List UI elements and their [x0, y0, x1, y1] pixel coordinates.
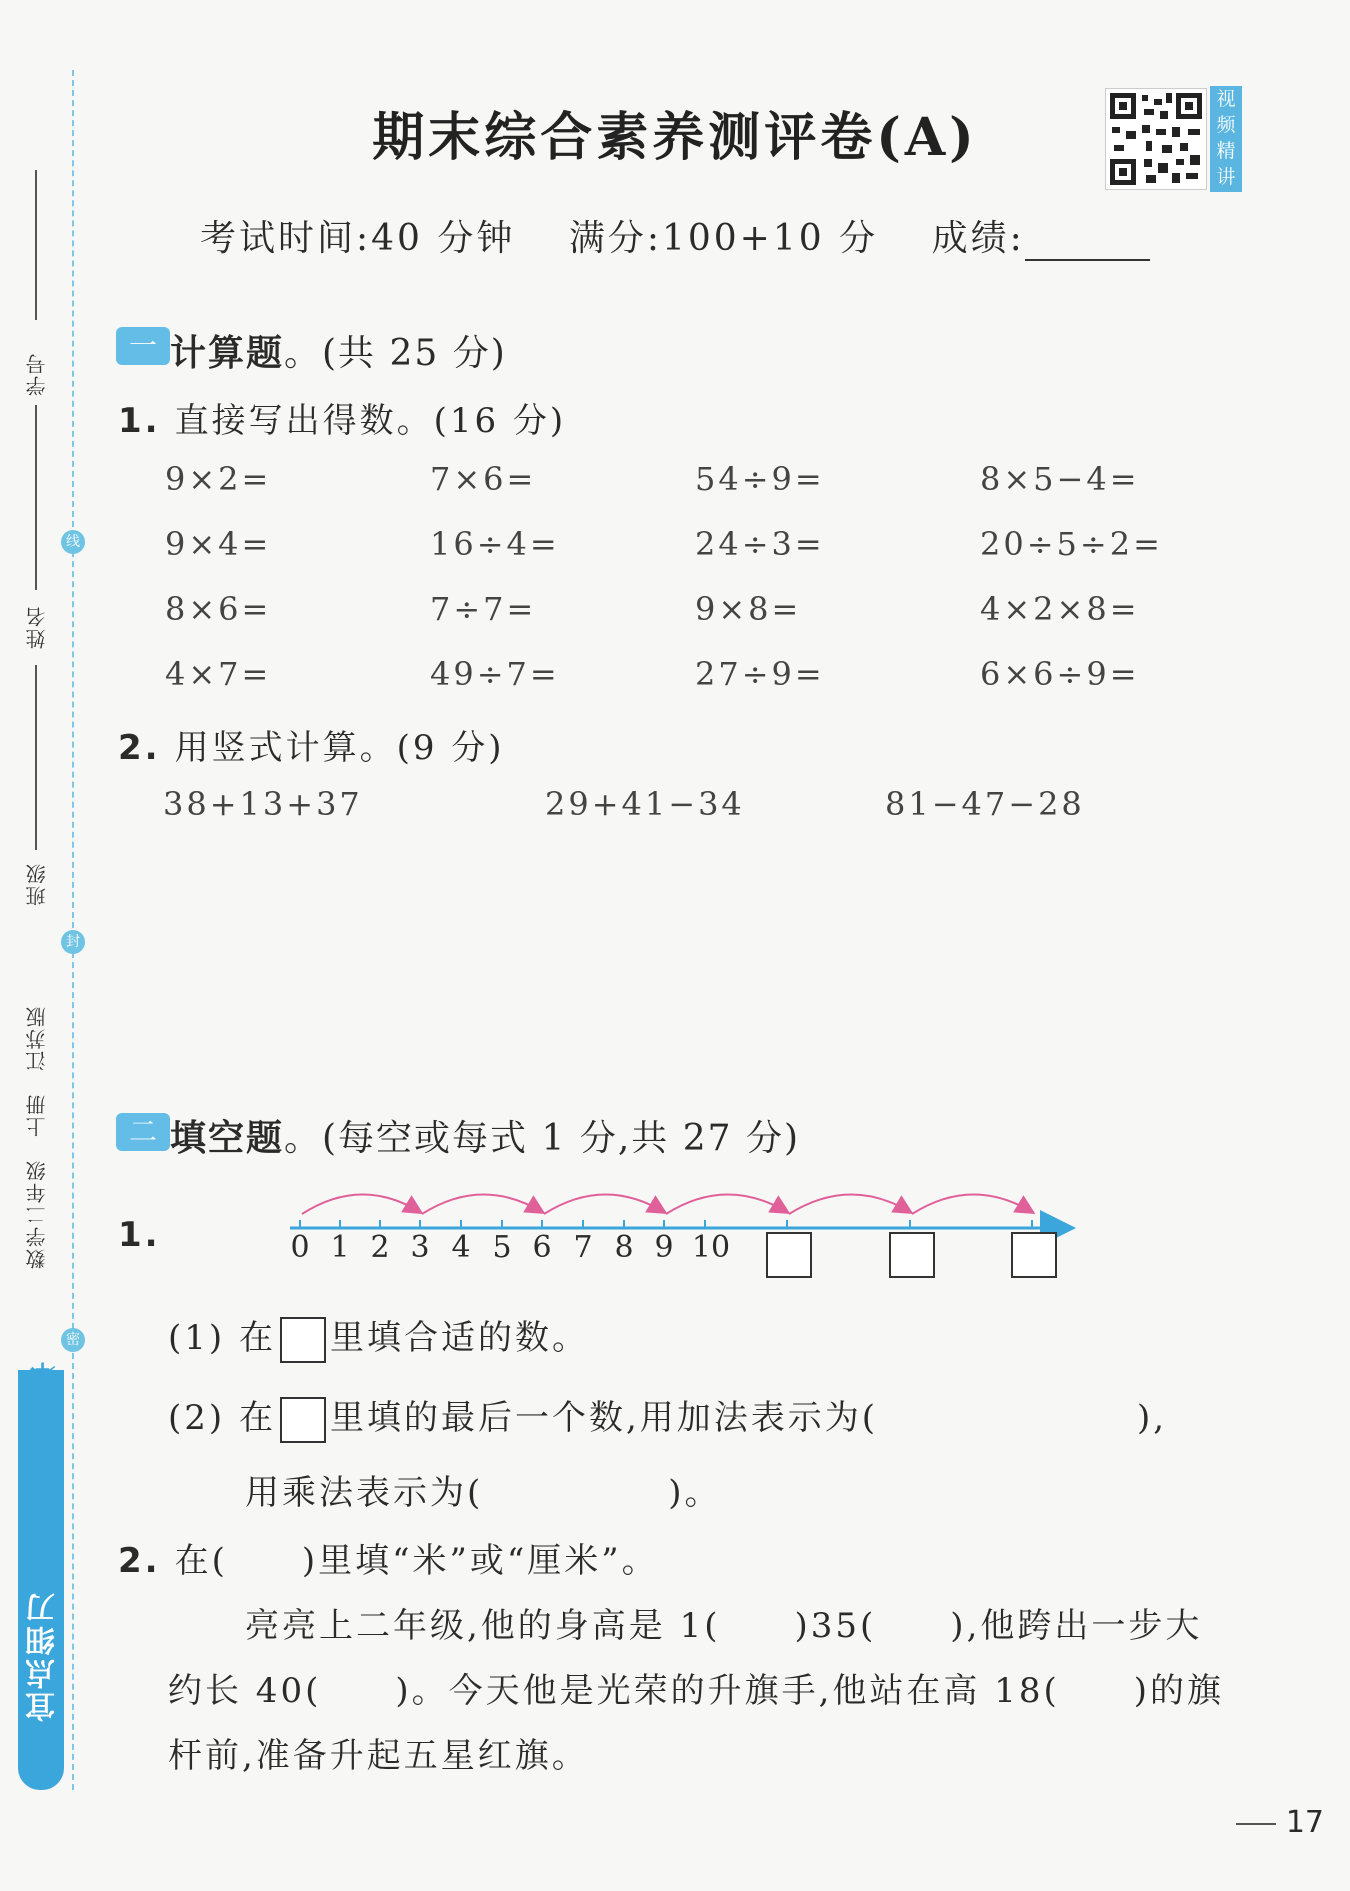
- calc-item: 54÷9=: [695, 460, 825, 498]
- calc-item: 9×2=: [165, 460, 272, 498]
- score-label: 成绩:: [931, 218, 1025, 259]
- s2-q2-text: 在( )里填“米”或“厘米”。: [174, 1541, 659, 1581]
- section2-heading: [170, 1110, 800, 1161]
- s1-q2-number: 2.: [118, 728, 161, 768]
- calc-item: 8×6=: [165, 590, 272, 628]
- page-number: 17: [1236, 1805, 1324, 1840]
- vertical-calc-item: 38+13+37: [163, 785, 363, 823]
- calc-item: 20÷5÷2=: [980, 525, 1163, 563]
- s2-q2: [118, 1533, 659, 1582]
- brand-logo: 宜点细刀: [26, 1590, 61, 1722]
- student-id-label: 学号: [25, 352, 49, 396]
- calc-item: 24÷3=: [695, 525, 825, 563]
- class-line: [35, 665, 37, 850]
- number-line-label: 1: [330, 1230, 350, 1265]
- calc-item: 4×7=: [165, 655, 272, 693]
- number-line-label: 5: [492, 1230, 512, 1265]
- calc-item: 49÷7=: [430, 655, 560, 693]
- s2-q1-sub2: [168, 1390, 1167, 1443]
- calc-item: 8×5−4=: [980, 460, 1140, 498]
- brand-subtitle: 提优课时作业本: [30, 1360, 60, 1556]
- vertical-calc-item: 81−47−28: [885, 785, 1085, 823]
- page-title: 期末综合素养测评卷(A): [372, 107, 978, 168]
- exam-info-row: [200, 210, 1150, 261]
- number-line-label: 4: [451, 1230, 471, 1265]
- s2-q2-number: 2.: [118, 1541, 161, 1581]
- section2-note: 。(每空或每式 1 分,共 27 分): [284, 1118, 801, 1159]
- number-line-label: 7: [573, 1230, 593, 1265]
- s2-q1-number: [118, 1215, 175, 1255]
- s2-q1-sub1-lead: (1) 在: [168, 1318, 276, 1358]
- calc-item: 4×2×8=: [980, 590, 1140, 628]
- calc-item: 27÷9=: [695, 655, 825, 693]
- section1-badge: 一: [116, 327, 170, 365]
- s2-q1-sub1-rest: 里填合适的数。: [329, 1318, 589, 1358]
- class-label: 班级: [25, 862, 49, 906]
- full-score: 满分:100+10 分: [568, 218, 879, 259]
- number-line-label: 10: [691, 1230, 731, 1265]
- s2-q2-paragraph-line: 约长 40( )。今天他是光荣的升旗手,他站在高 18( )的旗: [168, 1671, 1225, 1711]
- section1-note: 。(共 25 分): [284, 333, 507, 374]
- s2-q2-paragraph-line: 亮亮上二年级,他的身高是 1( )35( ),他跨出一步大: [245, 1606, 1203, 1646]
- s2-q1-sub2-line2: 用乘法表示为( )。: [245, 1473, 722, 1513]
- s1-q1: [118, 393, 566, 442]
- number-line-label: 0: [290, 1230, 310, 1265]
- inline-box-icon: [280, 1397, 326, 1443]
- calc-item: 16÷4=: [430, 525, 560, 563]
- s1-q2-text: 用竖式计算。(9 分): [174, 728, 505, 768]
- score-blank[interactable]: [1025, 223, 1150, 261]
- s2-q1-sub2-rest: 里填的最后一个数,用加法表示为( ),: [329, 1398, 1168, 1438]
- inline-box-icon: [280, 1317, 326, 1363]
- edition-label: 数学二年级 上册 江苏版: [25, 1005, 49, 1269]
- number-line-label: 9: [654, 1230, 674, 1265]
- calc-item: 6×6÷9=: [980, 655, 1140, 693]
- calc-item: 7÷7=: [430, 590, 537, 628]
- number-line-answer-box[interactable]: [766, 1232, 812, 1278]
- section1-title: 计算题: [170, 333, 285, 374]
- name-label: 姓名: [25, 605, 49, 649]
- qr-video-label: 视频精讲: [1210, 86, 1242, 192]
- vertical-calc-item: 29+41−34: [545, 785, 745, 823]
- s1-q1-number: 1.: [118, 401, 161, 441]
- s1-q2: [118, 720, 505, 769]
- number-line-answer-box[interactable]: [1011, 1232, 1057, 1278]
- student-id-line: [35, 170, 37, 320]
- s2-q1-sub2-lead: (2) 在: [168, 1398, 276, 1438]
- number-line-label: 2: [370, 1230, 390, 1265]
- section2-title: 填空题: [170, 1118, 285, 1159]
- number-line-label: 8: [614, 1230, 634, 1265]
- cut-mark-seal: 封: [61, 930, 85, 954]
- qr-code[interactable]: [1105, 88, 1207, 190]
- number-line-label: 3: [410, 1230, 430, 1265]
- s2-q1-sub1: [168, 1310, 589, 1363]
- s2-q2-paragraph-line: 杆前,准备升起五星红旗。: [168, 1736, 589, 1776]
- exam-time: 考试时间:40 分钟: [200, 218, 516, 259]
- number-line-answer-box[interactable]: [889, 1232, 935, 1278]
- section2-badge: 二: [116, 1113, 170, 1151]
- cut-mark-dense: 密: [61, 1328, 85, 1352]
- jump-arcs: [302, 1194, 1032, 1214]
- calc-item: 9×8=: [695, 590, 802, 628]
- qr-code-icon: [1106, 89, 1206, 189]
- calc-item: 7×6=: [430, 460, 537, 498]
- cut-mark-line: 线: [61, 530, 85, 554]
- section1-heading: [170, 325, 507, 376]
- name-line: [35, 405, 37, 590]
- s2-q1-num: 1.: [118, 1215, 161, 1255]
- calc-item: 9×4=: [165, 525, 272, 563]
- number-line-label: 6: [532, 1230, 552, 1265]
- s1-q1-text: 直接写出得数。(16 分): [174, 401, 567, 441]
